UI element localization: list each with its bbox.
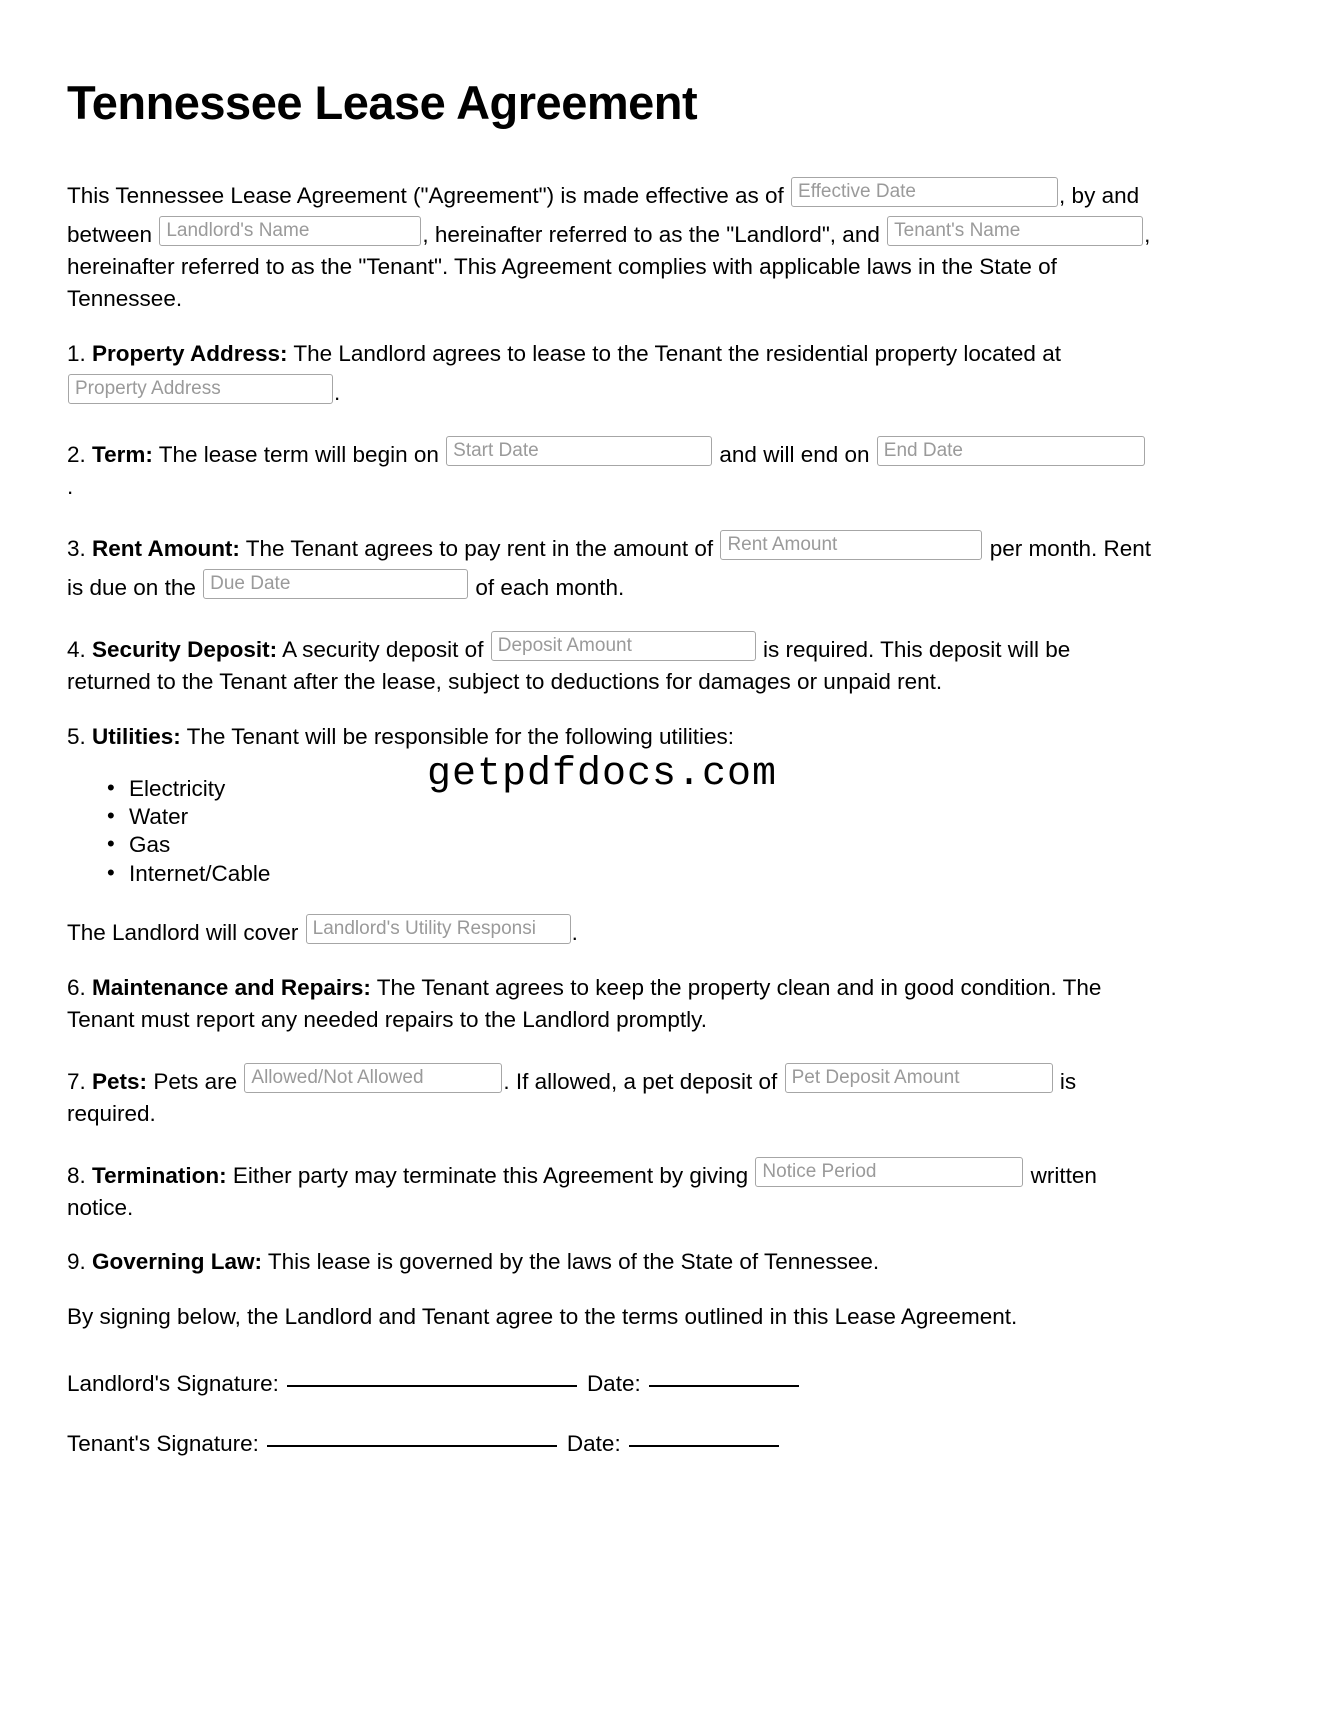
section-3-text-c: of each month.	[475, 574, 625, 600]
rent-amount-input[interactable]: Rent Amount	[720, 530, 982, 560]
intro-text-2: , by and between	[67, 183, 1140, 248]
effective-date-input[interactable]: Effective Date	[791, 177, 1058, 207]
section-5-text-a: The Tenant will be responsible for the following utilities:	[186, 723, 735, 749]
section-maintenance-and-repairs	[67, 972, 1152, 1036]
end-date-input[interactable]: End Date	[877, 436, 1145, 466]
section-5-heading: Utilities:	[92, 723, 181, 749]
landlord-signature-label: Landlord's Signature:	[67, 1371, 279, 1397]
landlord-signature-line[interactable]	[287, 1385, 577, 1387]
section-1-text-a: The Landlord agrees to lease to the Tenant the residential property located at	[293, 341, 1061, 367]
section-7-heading: Pets:	[92, 1068, 148, 1094]
section-7-text-a: Pets are	[153, 1068, 238, 1094]
section-3-text-a: The Tenant agrees to pay rent in the amount of	[245, 535, 714, 561]
section-8-text-b: written notice.	[67, 1162, 1097, 1220]
section-4-number: 4.	[67, 636, 86, 662]
section-4-text-a: A security deposit of	[282, 636, 484, 662]
property-address-input[interactable]: Property Address	[68, 374, 333, 404]
section-3-number: 3.	[67, 535, 86, 561]
section-rent-amount	[67, 526, 1152, 604]
tenant-signature-label: Tenant's Signature:	[67, 1431, 259, 1457]
tenants-name-input[interactable]: Tenant's Name	[887, 216, 1143, 246]
page-title: Tennessee Lease Agreement	[67, 76, 698, 129]
tenant-date-line[interactable]	[629, 1445, 779, 1447]
section-security-deposit	[67, 627, 1152, 698]
section-pets	[67, 1059, 1152, 1130]
intro-text-4: , hereinafter referred to as the "Tenant". This Agreement complies with applicable laws in the State of Tennessee.	[67, 222, 1151, 312]
signature-block	[67, 1367, 1152, 1461]
section-2-text-c: .	[67, 473, 74, 499]
section-termination	[67, 1153, 1152, 1224]
section-3-heading: Rent Amount:	[92, 535, 240, 561]
section-7-number: 7.	[67, 1068, 86, 1094]
section-1-text-b: .	[334, 380, 341, 406]
section-4-heading: Security Deposit:	[92, 636, 278, 662]
landlords-utility-responsibility-input[interactable]: Landlord's Utility Responsi	[306, 914, 571, 944]
section-3-text-b: per month. Rent is due on the	[67, 535, 1152, 600]
list-item: • Electricity	[107, 775, 1152, 803]
tenant-signature-line[interactable]	[267, 1445, 557, 1447]
section-governing-law	[67, 1246, 1152, 1278]
section-1-heading: Property Address:	[92, 341, 288, 367]
list-item: • Gas	[107, 831, 1152, 859]
section-9-number: 9.	[67, 1249, 86, 1275]
section-6-heading: Maintenance and Repairs:	[92, 974, 371, 1000]
landlord-date-label: Date:	[586, 1371, 641, 1397]
landlord-date-line[interactable]	[649, 1385, 799, 1387]
notice-period-input[interactable]: Notice Period	[755, 1157, 1023, 1187]
section-6-text-a: The Tenant agrees to keep the property clean and in good condition. The Tenant must report any needed repairs to the Landlord promptly.	[67, 974, 1102, 1032]
section-property-address	[67, 338, 1152, 409]
section-9-text-a: This lease is governed by the laws of the State of Tennessee.	[267, 1249, 880, 1275]
start-date-input[interactable]: Start Date	[446, 436, 712, 466]
section-term	[67, 432, 1152, 503]
section-9-heading: Governing Law:	[92, 1249, 263, 1275]
document-content	[67, 78, 1152, 1487]
section-2-text-b: and will end on	[719, 441, 870, 467]
section-7-text-c: is required.	[67, 1068, 1077, 1126]
section-8-heading: Termination:	[92, 1162, 227, 1188]
section-2-text-a: The lease term will begin on	[158, 441, 439, 467]
section-4-text-b: is required. This deposit will be returned to the Tenant after the lease, subject to deductions for damages or unpaid rent.	[67, 636, 1071, 694]
section-2-heading: Term:	[92, 441, 153, 467]
deposit-amount-input[interactable]: Deposit Amount	[491, 631, 756, 661]
utilities-list	[67, 775, 1152, 888]
intro-text-1: This Tennessee Lease Agreement ("Agreement") is made effective as of	[67, 183, 784, 209]
list-item: • Internet/Cable	[107, 860, 1152, 888]
section-7-text-b: . If allowed, a pet deposit of	[503, 1068, 778, 1094]
landlord-utility-coverage	[67, 910, 1152, 949]
section-5-number: 5.	[67, 723, 86, 749]
utility-cover-text-b: .	[571, 919, 578, 945]
section-2-number: 2.	[67, 441, 86, 467]
due-date-input[interactable]: Due Date	[203, 569, 468, 599]
section-8-text-a: Either party may terminate this Agreement by giving	[232, 1162, 749, 1188]
section-8-number: 8.	[67, 1162, 86, 1188]
pet-deposit-amount-input[interactable]: Pet Deposit Amount	[785, 1063, 1053, 1093]
utility-cover-text-a: The Landlord will cover	[67, 919, 299, 945]
tenant-signature-row	[67, 1427, 1152, 1461]
section-6-number: 6.	[67, 974, 86, 1000]
intro-paragraph	[67, 173, 1152, 315]
landlord-signature-row	[67, 1367, 1152, 1401]
list-item: • Water	[107, 803, 1152, 831]
section-1-number: 1.	[67, 341, 86, 367]
pets-allowed-input[interactable]: Allowed/Not Allowed	[244, 1063, 502, 1093]
watermark-text: getpdfdocs.com	[426, 752, 778, 797]
closing-paragraph: By signing below, the Landlord and Tenant agree to the terms outlined in this Lease Agreement.	[67, 1304, 1018, 1330]
landlords-name-input[interactable]: Landlord's Name	[159, 216, 421, 246]
section-utilities	[67, 721, 1152, 753]
intro-text-3: , hereinafter referred to as the "Landlord", and	[422, 222, 880, 248]
tenant-date-label: Date:	[566, 1431, 621, 1457]
